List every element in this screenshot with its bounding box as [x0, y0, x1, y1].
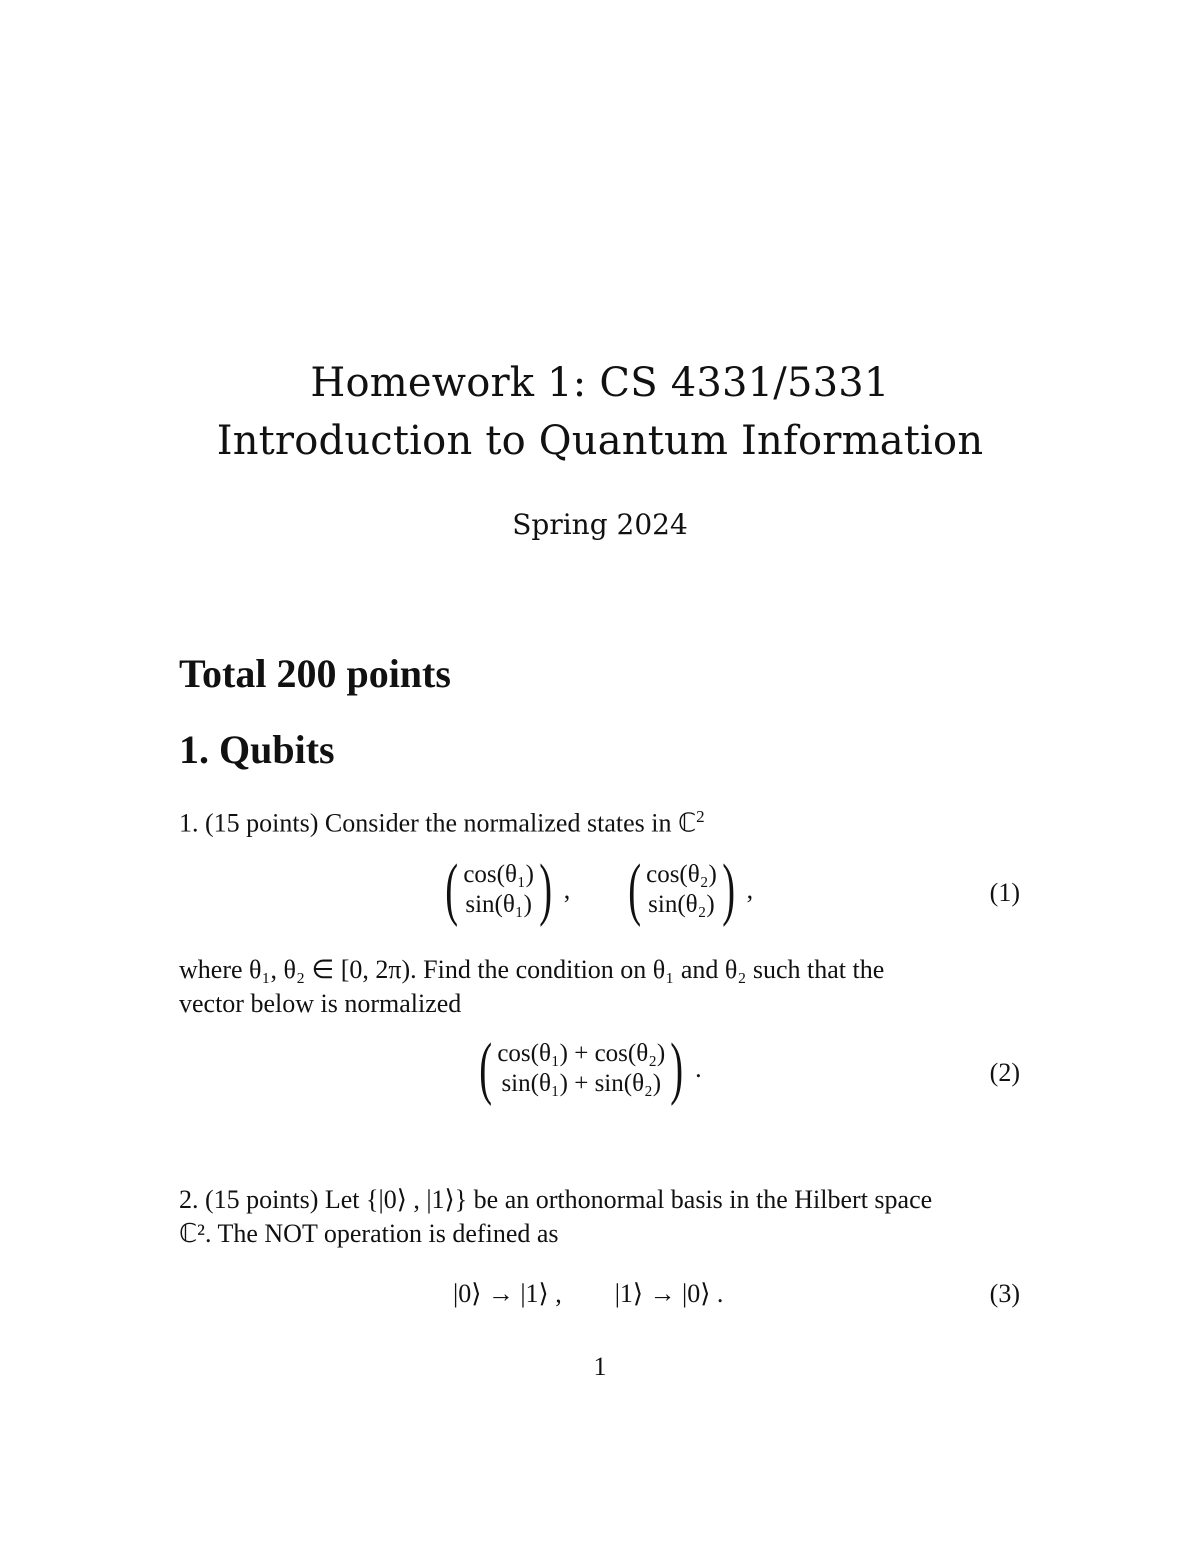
- not-mapping-1: |1⟩ → |0⟩ .: [614, 1279, 724, 1308]
- total-points-heading: Total 200 points: [179, 651, 451, 696]
- problem-1-condition-line-2: vector below is normalized: [179, 989, 462, 1018]
- vector-1-top: cos(θ₁): [463, 861, 534, 888]
- equation-2-period: .: [695, 1054, 702, 1083]
- title-line-1: Homework 1: CS 4331/5331: [310, 360, 890, 406]
- state-vector-2: ( cos(θ₂) sin(θ₂) ): [628, 851, 735, 928]
- state-vector-1: ( cos(θ₁) sin(θ₁) ): [445, 851, 553, 928]
- problem-1-condition-line-1: where θ₁, θ₂ ∈ [0, 2π). Find the condition on θ₁ and θ₂ such that the: [179, 955, 885, 984]
- vector-separator: ,: [563, 875, 571, 904]
- equation-1-number: (1): [989, 878, 1020, 907]
- problem-1-text: 1. (15 points) Consider the normalized states in: [179, 808, 678, 838]
- complex-space-symbol: ℂ: [677, 808, 697, 838]
- equation-3: [453, 1279, 723, 1309]
- vector-trailing-comma: ,: [746, 875, 754, 904]
- problem-1-intro: [179, 800, 1019, 841]
- problem-2-line-1: 2. (15 points) Let {|0⟩ , |1⟩} be an orthonormal basis in the Hilbert space: [179, 1185, 933, 1214]
- equation-2: [474, 1030, 702, 1107]
- sum-vector-top: cos(θ₁) + cos(θ₂): [497, 1040, 666, 1067]
- vector-2-bottom: sin(θ₂): [648, 891, 715, 918]
- not-mapping-0: |0⟩ → |1⟩ ,: [453, 1279, 562, 1308]
- vector-1-bottom: sin(θ₁): [465, 891, 532, 918]
- equation-2-number: (2): [989, 1058, 1020, 1087]
- complex-space-exponent: 2: [696, 807, 705, 826]
- title-line-2: Introduction to Quantum Information: [216, 418, 984, 464]
- vector-2-top: cos(θ₂): [646, 861, 717, 888]
- page-number: 1: [593, 1352, 607, 1381]
- equation-1: [440, 851, 754, 928]
- sum-vector-bottom: sin(θ₁) + sin(θ₂): [501, 1070, 662, 1097]
- section-heading: 1. Qubits: [179, 727, 335, 772]
- term-label: Spring 2024: [512, 508, 688, 541]
- sum-vector: ( cos(θ₁) + cos(θ₂) sin(θ₁) + sin(θ₂) ): [479, 1030, 684, 1107]
- problem-2-line-2: ℂ². The NOT operation is defined as: [179, 1219, 559, 1248]
- equation-3-number: (3): [989, 1279, 1020, 1308]
